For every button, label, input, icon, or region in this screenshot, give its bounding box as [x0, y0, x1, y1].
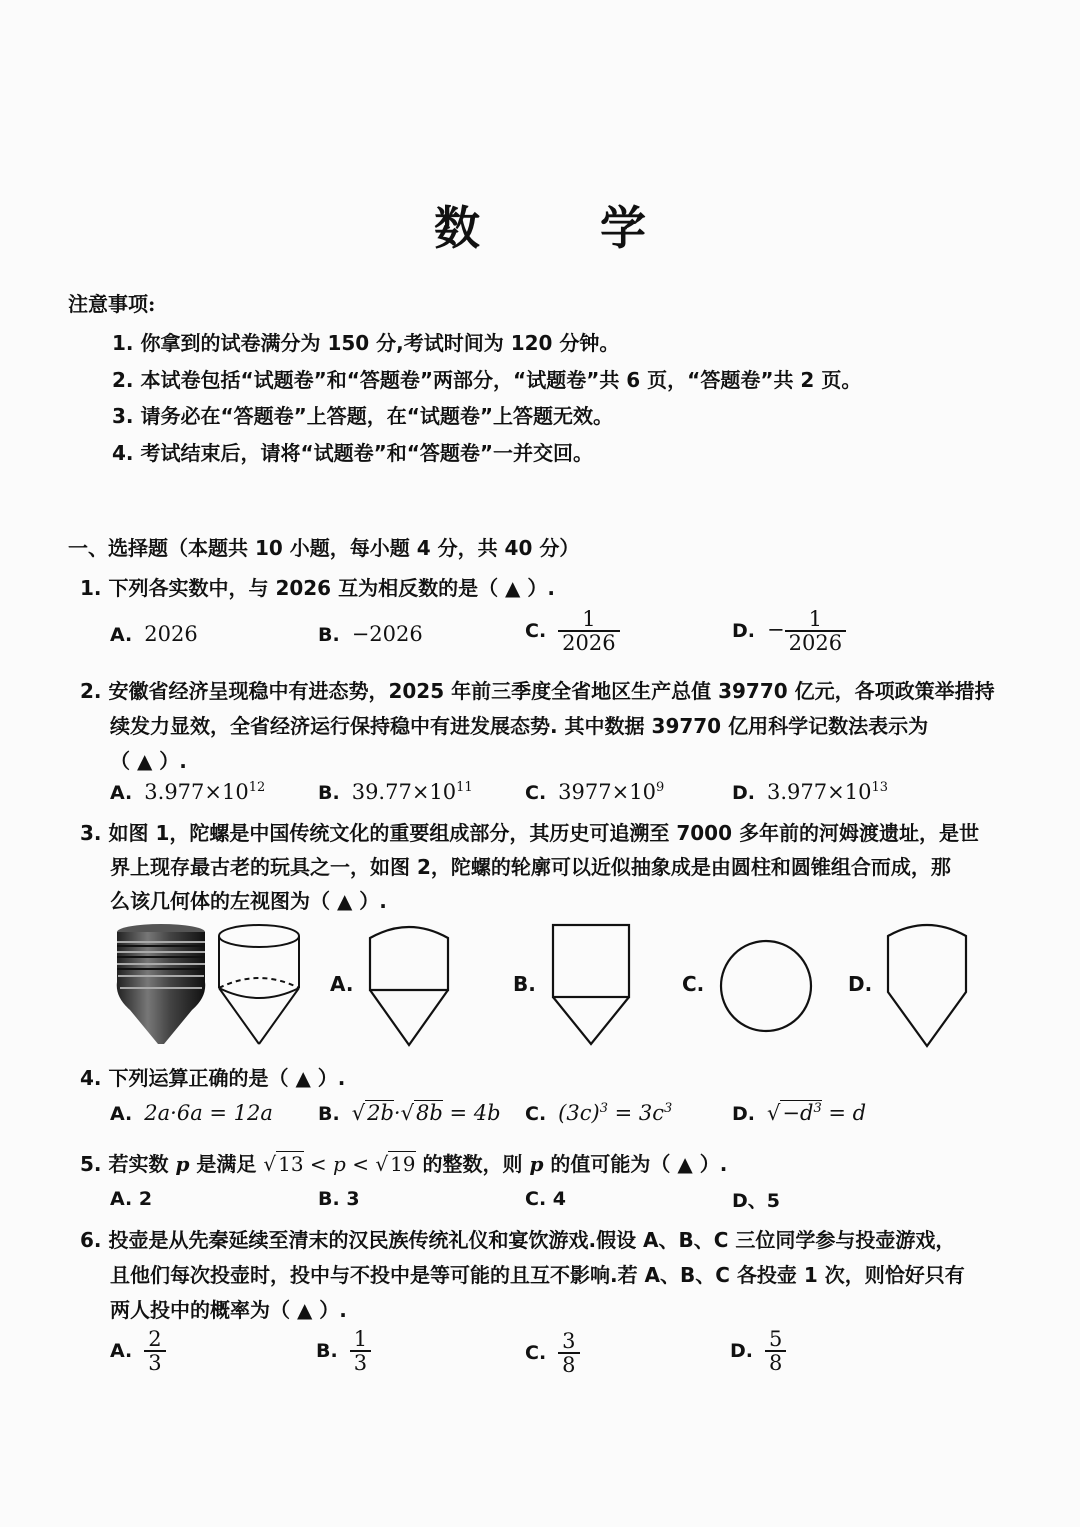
exponent: 11	[456, 780, 473, 795]
q2-option-d	[732, 780, 888, 804]
denominator: 2026	[558, 630, 619, 654]
option-value: = d	[821, 1101, 867, 1125]
option-label: D.	[732, 1103, 755, 1125]
option-value: = 4b	[442, 1101, 501, 1125]
q1-option-b	[318, 622, 423, 646]
option-value: 3977×10	[558, 780, 656, 804]
question-3-line: 么该几何体的左视图为（ ▲ ）.	[110, 889, 387, 913]
variable: p	[175, 1152, 190, 1176]
notice-item: 2. 本试卷包括“试题卷”和“答题卷”两部分，“试题卷”共 6 页，“答题卷”共 2 页。	[112, 368, 862, 392]
q3-option-a-label: A.	[330, 972, 354, 996]
option-label: D.	[732, 619, 755, 642]
question-4-stem: 4. 下列运算正确的是（ ▲ ）.	[80, 1066, 346, 1090]
denominator: 2026	[785, 630, 846, 654]
fraction	[785, 608, 846, 654]
exponent: 3	[664, 1101, 673, 1116]
variable: p	[529, 1152, 544, 1176]
stem-text: 的整数，则	[415, 1152, 530, 1176]
exponent: 12	[248, 780, 266, 795]
dot: ·	[393, 1101, 401, 1125]
question-3-line: 3. 如图 1，陀螺是中国传统文化的重要组成部分，其历史可追溯至 7000 多年前的河姆渡遗址，是世	[80, 821, 979, 845]
minus-sign: −	[767, 617, 785, 642]
q4-option-b	[318, 1101, 501, 1125]
q3-option-c-label: C.	[682, 972, 705, 996]
question-2-line: （ ▲ ）.	[110, 749, 187, 773]
option-label: A.	[110, 1103, 133, 1125]
option-label: C.	[525, 619, 547, 642]
option-label: B.	[318, 782, 340, 804]
option-value: −2026	[351, 622, 423, 646]
notice-heading: 注意事项:	[68, 292, 156, 316]
radicand: 19	[390, 1152, 416, 1176]
option-label: B.	[316, 1339, 338, 1362]
q1-option-c	[525, 608, 620, 654]
option-label: C.	[525, 1341, 547, 1364]
question-2-line: 续发力显效，全省经济运行保持稳中有进发展态势. 其中数据 39770 亿用科学记数法表示为	[110, 714, 929, 738]
q5-option-b: B. 3	[318, 1188, 360, 1210]
sqrt-sign: √	[400, 1101, 414, 1125]
option-label: D.	[732, 782, 755, 804]
page-title: 数 学	[433, 201, 698, 255]
question-5-stem	[80, 1148, 727, 1177]
denominator: 3	[350, 1350, 371, 1374]
exponent: 13	[871, 780, 888, 795]
option-label: B.	[318, 1103, 340, 1125]
numerator: 3	[562, 1329, 576, 1353]
radicand	[780, 1100, 821, 1125]
exponent: 3	[599, 1101, 608, 1116]
question-2-line: 2. 安徽省经济呈现稳中有进态势，2025 年前三季度全省地区生产总值 39770 亿元，各项政策举措持	[80, 679, 995, 703]
stem-text: 是满足	[189, 1152, 264, 1176]
q5-option-a: A. 2	[110, 1188, 153, 1210]
option-label: A.	[110, 1339, 133, 1362]
section-heading: 一、选择题（本题共 10 小题，每小题 4 分，共 40 分）	[68, 536, 580, 560]
cylinder-cone-diagram	[216, 922, 302, 1048]
option-label: C.	[525, 1103, 547, 1125]
spinning-top-photo	[112, 922, 210, 1046]
question-6-line: 6. 投壶是从先秦延续至清末的汉民族传统礼仪和宴饮游戏.假设 A、B、C 三位同学参与投壶游戏，	[80, 1228, 956, 1252]
radicand: 2b	[367, 1101, 394, 1125]
option-value: 3.977×10	[144, 780, 249, 804]
q3-option-c-figure	[718, 938, 814, 1034]
numerator: 1	[808, 607, 823, 631]
option-value: (3c)	[558, 1101, 600, 1125]
exponent: 9	[655, 780, 665, 795]
denominator: 8	[558, 1352, 579, 1376]
fraction	[558, 608, 619, 654]
question-6-line: 两人投中的概率为（ ▲ ）.	[110, 1298, 347, 1322]
radicand: 8b	[415, 1101, 443, 1125]
sqrt-sign: √	[351, 1101, 366, 1125]
question-1-stem: 1. 下列各实数中，与 2026 互为相反数的是（ ▲ ）.	[80, 576, 555, 600]
denominator: 8	[765, 1350, 786, 1374]
numerator: 5	[769, 1327, 783, 1351]
option-value: 2a·6a = 12a	[144, 1101, 273, 1125]
sqrt-sign: √	[767, 1101, 781, 1125]
option-value: 39.77×10	[351, 780, 457, 804]
option-value: = 3c	[607, 1101, 665, 1125]
q5-option-c: C. 4	[525, 1188, 566, 1210]
q1-option-d	[732, 608, 846, 654]
q4-option-a	[110, 1101, 273, 1125]
option-label: A.	[110, 782, 133, 804]
fraction	[558, 1330, 579, 1376]
option-label: A.	[110, 624, 133, 646]
question-6-line: 且他们每次投壶时，投中与不投中是等可能的且互不影响.若 A、B、C 各投壶 1 次，则恰好只有	[110, 1263, 965, 1287]
option-value: 2026	[144, 622, 198, 646]
radicand: 13	[278, 1152, 304, 1176]
q4-option-c	[525, 1101, 672, 1125]
radicand-text: −d	[782, 1101, 814, 1125]
inequality: < p <	[303, 1152, 376, 1176]
option-label: B.	[318, 624, 340, 646]
option-value: 3.977×10	[767, 780, 872, 804]
question-3-line: 界上现存最古老的玩具之一，如图 2，陀螺的轮廓可以近似抽象成是由圆柱和圆锥组合而成，那	[110, 855, 951, 879]
q6-option-c	[525, 1330, 580, 1376]
numerator: 2	[148, 1327, 162, 1351]
option-label: D.	[730, 1339, 753, 1362]
option-label: C.	[525, 782, 547, 804]
q2-option-a	[110, 780, 265, 804]
q1-option-a	[110, 622, 198, 646]
q2-option-c	[525, 780, 664, 804]
q3-option-d-figure	[884, 918, 970, 1050]
fraction	[144, 1328, 165, 1374]
q3-option-a-figure	[366, 920, 452, 1050]
q6-option-d	[730, 1328, 786, 1374]
stem-text: 5. 若实数	[80, 1152, 176, 1176]
q6-option-a	[110, 1328, 166, 1374]
q3-option-b-figure	[550, 920, 632, 1050]
q3-option-b-label: B.	[513, 972, 536, 996]
exponent: 3	[813, 1101, 822, 1116]
numerator: 1	[582, 607, 596, 631]
q2-option-b	[318, 780, 473, 804]
notice-item: 1. 你拿到的试卷满分为 150 分,考试时间为 120 分钟。	[112, 331, 620, 355]
notice-item: 3. 请务必在“答题卷”上答题，在“试题卷”上答题无效。	[112, 404, 614, 428]
denominator: 3	[144, 1350, 165, 1374]
q4-option-d	[732, 1101, 866, 1125]
stem-text: 的值可能为（ ▲ ）.	[543, 1152, 728, 1176]
sqrt-sign: √	[375, 1152, 389, 1176]
fraction	[765, 1328, 786, 1374]
notice-item: 4. 考试结束后，请将“试题卷”和“答题卷”一并交回。	[112, 441, 594, 465]
sqrt-sign: √	[263, 1152, 277, 1176]
q3-option-d-label: D.	[848, 972, 873, 996]
fraction	[350, 1328, 371, 1374]
q6-option-b	[316, 1328, 371, 1374]
q5-option-d: D、5	[732, 1190, 780, 1212]
numerator: 1	[353, 1327, 368, 1351]
